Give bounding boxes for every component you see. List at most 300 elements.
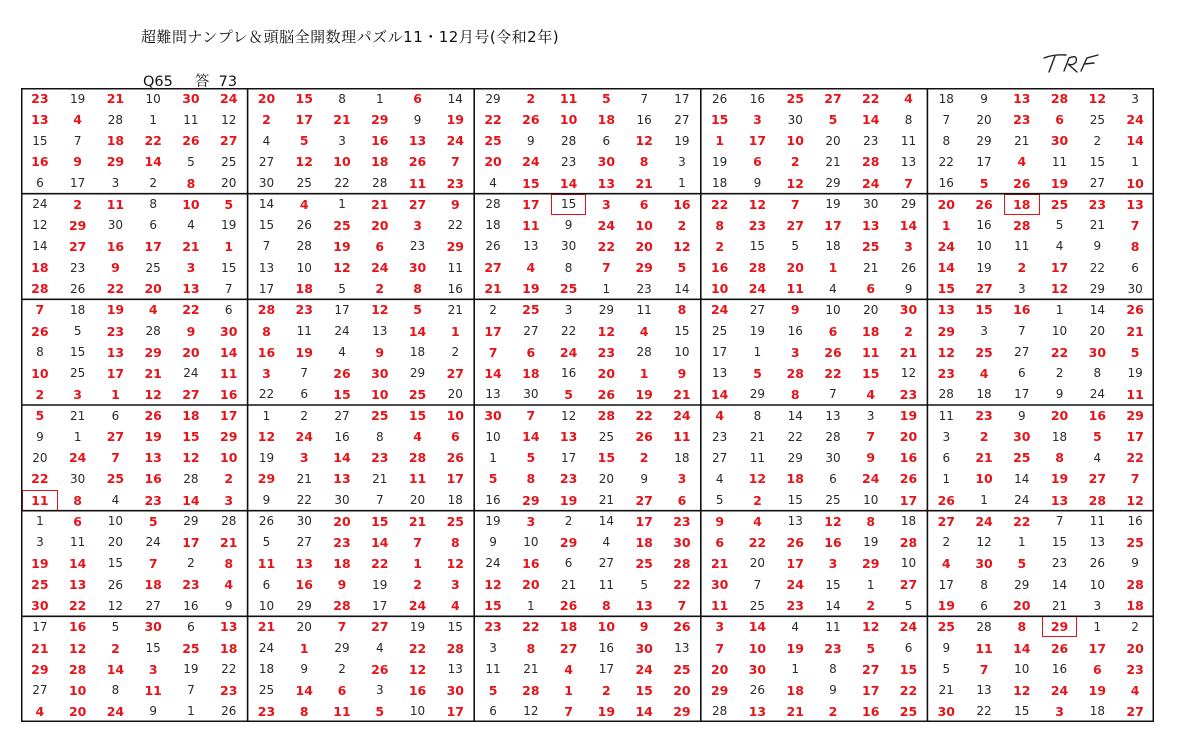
grid-cell: 27 <box>484 260 502 276</box>
grid-cell: 19 <box>937 598 955 614</box>
grid-cell: 8 <box>790 386 800 402</box>
grid-cell: 24 <box>258 641 275 656</box>
grid-cell: 30 <box>334 493 350 508</box>
grid-cell: 12 <box>107 598 124 613</box>
grid-cell: 16 <box>673 196 691 212</box>
grid-cell: 25 <box>1126 534 1144 550</box>
grid-cell: 21 <box>70 408 86 423</box>
grid-cell: 23 <box>106 323 125 339</box>
grid-cell: 17 <box>899 492 918 508</box>
grid-cell: 7 <box>829 387 837 402</box>
grid-cell: 7 <box>790 196 800 212</box>
grid-cell: 25 <box>712 324 728 339</box>
grid-cell: 5 <box>677 260 687 276</box>
grid-cell: 24 <box>1050 682 1069 698</box>
grid-cell: 27 <box>598 556 615 571</box>
grid-cell: 13 <box>372 324 388 339</box>
grid-cell: 6 <box>187 619 195 634</box>
grid-cell: 24 <box>408 598 427 614</box>
grid-cell: 14 <box>295 682 313 698</box>
grid-cell: 7 <box>526 408 536 424</box>
grid-cell: 13 <box>1050 492 1069 508</box>
grid-cell: 15 <box>635 682 653 698</box>
grid-cell: 25 <box>106 471 125 487</box>
grid-cell: 7 <box>262 239 271 254</box>
grid-cell: 15 <box>333 386 351 402</box>
grid-cell: 30 <box>597 154 616 170</box>
grid-cell: 28 <box>408 450 427 466</box>
grid-cell: 5 <box>1017 555 1027 571</box>
grid-cell: 26 <box>371 661 389 677</box>
grid-cell: 30 <box>144 619 162 635</box>
grid-cell: 6 <box>450 429 460 445</box>
grid-cell: 21 <box>673 386 691 402</box>
grid-cell: 14 <box>522 429 540 445</box>
grid-cell: 18 <box>1089 704 1105 719</box>
grid-cell: 12 <box>900 366 917 381</box>
grid-cell: 20 <box>1089 324 1105 339</box>
grid-cell: 4 <box>791 619 800 634</box>
grid-cell: 18 <box>976 387 992 402</box>
grid-cell: 27 <box>1089 176 1105 191</box>
grid-cell: 14 <box>899 217 918 233</box>
grid-cell: 7 <box>35 302 45 318</box>
grid-cell: 28 <box>107 112 124 127</box>
grid-cell: 11 <box>447 260 463 275</box>
grid-cell: 9 <box>1093 239 1102 254</box>
grid-cell: 14 <box>182 492 200 508</box>
grid-cell: 12 <box>333 260 351 276</box>
grid-cell: 2 <box>111 640 120 656</box>
grid-cell: 14 <box>1051 577 1068 592</box>
grid-cell: 10 <box>825 302 841 317</box>
grid-cell: 6 <box>73 513 82 529</box>
grid-cell: 19 <box>372 577 388 592</box>
grid-cell: 18 <box>862 323 880 339</box>
grid-cell: 9 <box>186 323 196 339</box>
grid-cell: 2 <box>375 281 385 297</box>
grid-cell: 25 <box>70 366 86 381</box>
grid-cell: 28 <box>1050 91 1069 107</box>
grid-cell: 11 <box>636 302 652 317</box>
grid-cell: 9 <box>564 218 573 233</box>
grid-cell: 28 <box>522 682 540 698</box>
grid-cell: 17 <box>258 281 275 296</box>
grid-cell: 23 <box>182 577 200 593</box>
grid-cell: 13 <box>220 619 238 635</box>
grid-cell: 11 <box>522 217 540 233</box>
grid-cell: 8 <box>338 91 346 106</box>
grid-cell: 23 <box>371 450 389 466</box>
grid-cell: 3 <box>866 408 875 423</box>
grid-cell: 18 <box>220 640 238 656</box>
grid-cell: 14 <box>68 555 87 571</box>
grid-cell: 12 <box>144 386 162 402</box>
grid-cell: 18 <box>938 91 954 106</box>
grid-cell: 23 <box>1088 196 1107 212</box>
grid-cell: 26 <box>296 218 312 233</box>
grid-cell: 23 <box>31 91 49 107</box>
grid-cell: 19 <box>333 238 351 254</box>
grid-cell: 16 <box>522 555 540 571</box>
grid-cell: 16 <box>710 260 729 276</box>
grid-cell: 4 <box>262 133 271 148</box>
grid-cell: 3 <box>1093 598 1102 613</box>
grid-cell: 19 <box>597 703 616 719</box>
grid-cell: 15 <box>295 91 313 107</box>
grid-cell: 30 <box>31 598 49 614</box>
grid-cell: 27 <box>975 281 993 297</box>
grid-cell: 4 <box>450 598 460 614</box>
grid-cell: 9 <box>262 493 271 508</box>
grid-cell: 20 <box>786 260 804 276</box>
grid-cell: 18 <box>559 619 578 635</box>
grid-cell: 26 <box>522 112 540 128</box>
grid-cell: 2 <box>866 598 876 614</box>
grid-cell: 25 <box>182 640 200 656</box>
grid-cell: 19 <box>1127 366 1143 381</box>
grid-cell: 13 <box>182 281 200 297</box>
grid-cell: 25 <box>862 238 880 254</box>
grid-cell: 5 <box>224 196 234 212</box>
grid-cell: 3 <box>1017 281 1026 296</box>
grid-cell: 23 <box>1013 112 1031 128</box>
grid-cell: 29 <box>371 112 389 128</box>
grid-cell: 8 <box>413 281 422 297</box>
grid-cell: 8 <box>942 133 951 148</box>
grid-cell: 24 <box>899 619 918 635</box>
grid-cell: 16 <box>295 577 313 593</box>
grid-cell: 19 <box>635 386 653 402</box>
grid-cell: 14 <box>559 175 578 191</box>
grid-cell: 22 <box>635 408 653 424</box>
grid-cell: 2 <box>677 217 687 233</box>
grid-cell: 10 <box>446 408 464 424</box>
grid-cell: 14 <box>1013 640 1031 656</box>
grid-cell: 9 <box>489 535 497 550</box>
grid-cell: 16 <box>938 176 954 191</box>
grid-cell: 19 <box>295 344 313 360</box>
grid-cell: 6 <box>1055 112 1064 128</box>
grid-cell: 5 <box>375 703 385 719</box>
grid-cell: 6 <box>829 471 837 486</box>
grid-cell: 11 <box>825 619 841 634</box>
grid-cell: 20 <box>409 493 426 508</box>
grid-cell: 14 <box>408 323 427 339</box>
grid-cell: 2 <box>526 91 536 107</box>
grid-cell: 4 <box>338 345 346 360</box>
grid-cell: 25 <box>749 598 766 613</box>
grid-cell: 24 <box>975 513 993 529</box>
grid-cell: 5 <box>564 386 573 402</box>
grid-cell: 28 <box>221 514 237 529</box>
grid-cell: 28 <box>597 408 616 424</box>
grid-cell: 26 <box>673 619 691 635</box>
grid-cell: 24 <box>183 366 199 381</box>
grid-cells <box>21 88 1154 722</box>
grid-cell: 19 <box>1050 175 1069 191</box>
grid-cell: 29 <box>144 344 162 360</box>
grid-cell: 7 <box>111 450 120 466</box>
grid-cell: 12 <box>257 429 276 445</box>
grid-cell: 29 <box>1041 616 1079 637</box>
grid-cell: 15 <box>674 324 690 339</box>
grid-cell: 3 <box>36 535 44 550</box>
grid-cell: 17 <box>295 112 313 128</box>
grid-cell: 23 <box>1051 556 1068 571</box>
grid-cell: 1 <box>299 640 309 656</box>
grid-cell: 20 <box>673 682 691 698</box>
grid-cell: 13 <box>712 366 728 381</box>
grid-cell: 24 <box>786 577 804 593</box>
grid-cell: 29 <box>31 661 49 677</box>
grid-cell: 6 <box>639 196 649 212</box>
grid-cell: 9 <box>866 450 876 466</box>
grid-cell: 13 <box>559 429 578 445</box>
grid-cell: 15 <box>145 641 161 656</box>
grid-cell: 18 <box>106 133 125 149</box>
grid-cell: 28 <box>183 471 199 486</box>
grid-cell: 29 <box>68 217 87 233</box>
grid-cell: 12 <box>597 323 616 339</box>
grid-cell: 18 <box>1003 194 1041 215</box>
grid-cell: 20 <box>1126 640 1144 656</box>
grid-cell: 23 <box>70 260 86 275</box>
grid-cell: 10 <box>597 619 616 635</box>
grid-cell: 21 <box>144 365 162 381</box>
grid-cell: 24 <box>371 260 389 276</box>
grid-cell: 9 <box>73 154 82 170</box>
grid-cell: 30 <box>371 365 389 381</box>
grid-cell: 5 <box>488 682 498 698</box>
grid-cell: 9 <box>450 196 460 212</box>
grid-cell: 22 <box>408 640 427 656</box>
grid-cell: 16 <box>976 218 992 233</box>
grid-cell: 3 <box>1131 91 1139 106</box>
grid-cell: 21 <box>523 662 539 677</box>
grid-cell: 11 <box>1051 154 1068 169</box>
grid-cell: 17 <box>522 196 540 212</box>
grid-cell: 25 <box>673 661 691 677</box>
grid-cell: 15 <box>1051 535 1068 550</box>
grid-cell: 19 <box>1088 682 1107 698</box>
grid-cell: 2 <box>790 154 800 170</box>
grid-cell: 18 <box>786 682 804 698</box>
grid-cell: 13 <box>1013 91 1031 107</box>
grid-cell: 18 <box>371 154 389 170</box>
grid-cell: 30 <box>635 640 653 656</box>
grid-cell: 4 <box>639 323 649 339</box>
grid-cell: 3 <box>413 217 422 233</box>
grid-cell: 17 <box>1126 429 1144 445</box>
grid-cell: 13 <box>333 471 351 487</box>
grid-cell: 6 <box>149 218 157 233</box>
grid-cell: 4 <box>299 196 309 212</box>
grid-cell: 23 <box>560 154 577 169</box>
grid-cell: 7 <box>337 619 347 635</box>
grid-cell: 16 <box>183 598 199 613</box>
grid-cell: 10 <box>863 493 879 508</box>
grid-cell: 3 <box>526 513 536 529</box>
grid-cell: 26 <box>221 704 237 719</box>
grid-cell: 25 <box>371 408 389 424</box>
grid-cell: 18 <box>900 514 917 529</box>
grid-cell: 17 <box>334 302 350 317</box>
grid-cell: 25 <box>1089 112 1105 127</box>
grid-cell: 29 <box>900 197 917 212</box>
grid-cell: 24 <box>485 556 501 571</box>
grid-cell: 8 <box>602 598 611 614</box>
grid-cell: 3 <box>148 661 158 677</box>
handwritten-signature <box>1040 48 1110 78</box>
grid-cell: 12 <box>1088 91 1107 107</box>
grid-cell: 16 <box>636 112 652 127</box>
grid-cell: 16 <box>485 493 501 508</box>
grid-cell: 10 <box>409 704 426 719</box>
grid-cell: 21 <box>635 175 653 191</box>
grid-cell: 16 <box>862 703 880 719</box>
grid-cell: 29 <box>787 450 803 465</box>
grid-cell: 30 <box>107 218 124 233</box>
grid-cell: 10 <box>1089 577 1105 592</box>
grid-cell: 1 <box>73 429 82 444</box>
grid-cell: 15 <box>447 619 463 634</box>
grid-cell: 23 <box>1126 661 1144 677</box>
grid-cell: 5 <box>1055 218 1064 233</box>
grid-cell: 12 <box>1050 281 1069 297</box>
grid-cell: 17 <box>484 323 502 339</box>
grid-cell: 22 <box>371 555 389 571</box>
grid-cell: 22 <box>1089 260 1105 275</box>
grid-cell: 13 <box>485 387 501 402</box>
grid-cell: 12 <box>371 302 389 318</box>
grid-cell: 8 <box>375 429 384 444</box>
grid-cell: 19 <box>863 535 879 550</box>
grid-cell: 6 <box>904 641 913 656</box>
grid-cell: 8 <box>715 217 725 233</box>
grid-cell: 28 <box>825 429 841 444</box>
grid-cell: 2 <box>979 429 989 445</box>
grid-cell: 13 <box>1126 196 1144 212</box>
grid-cell: 22 <box>106 281 125 297</box>
grid-cell: 16 <box>68 619 87 635</box>
grid-cell: 29 <box>598 302 615 317</box>
grid-cell: 26 <box>712 91 728 106</box>
grid-cell: 10 <box>333 154 351 170</box>
grid-cell: 22 <box>710 196 729 212</box>
grid-cell: 12 <box>976 535 992 550</box>
grid-cell: 9 <box>639 619 649 635</box>
grid-cell: 6 <box>111 408 120 423</box>
grid-cell: 10 <box>182 196 200 212</box>
grid-cell: 13 <box>106 344 125 360</box>
grid-cell: 8 <box>73 492 82 508</box>
grid-cell: 10 <box>635 217 653 233</box>
grid-cell: 18 <box>144 577 162 593</box>
grid-cell: 2 <box>338 662 346 677</box>
grid-cell: 24 <box>106 703 125 719</box>
grid-cell: 27 <box>749 302 766 317</box>
grid-cell: 20 <box>371 217 389 233</box>
grid-cell: 9 <box>753 176 762 191</box>
grid-cell: 5 <box>262 535 271 550</box>
grid-cell: 17 <box>372 598 388 613</box>
grid-cell: 24 <box>937 238 955 254</box>
grid-cell: 3 <box>262 365 271 381</box>
grid-cell: 27 <box>1088 471 1107 487</box>
grid-cell: 25 <box>31 577 49 593</box>
grid-cell: 3 <box>677 471 687 487</box>
grid-cell: 13 <box>597 175 616 191</box>
grid-cell: 8 <box>36 345 44 360</box>
grid-cell: 26 <box>31 323 49 339</box>
grid-cell: 30 <box>710 577 729 593</box>
grid-cell: 1 <box>980 493 988 508</box>
grid-cell: 26 <box>786 534 804 550</box>
grid-cell: 23 <box>144 492 162 508</box>
grid-cell: 20 <box>447 387 463 402</box>
grid-cell: 12 <box>862 619 880 635</box>
grid-cell: 27 <box>559 640 578 656</box>
grid-cell: 29 <box>673 703 691 719</box>
grid-cell: 22 <box>1050 344 1069 360</box>
grid-cell: 12 <box>824 513 842 529</box>
grid-cell: 12 <box>937 344 955 360</box>
grid-cell: 27 <box>1126 703 1144 719</box>
grid-cell: 24 <box>862 175 880 191</box>
grid-cell: 4 <box>904 91 913 107</box>
grid-cell: 4 <box>73 112 82 128</box>
grid-cell: 10 <box>258 598 275 613</box>
grid-cell: 6 <box>866 281 876 297</box>
grid-cell: 15 <box>899 661 918 677</box>
grid-cell: 3 <box>753 112 762 128</box>
grid-cell: 5 <box>187 154 195 169</box>
grid-cell: 29 <box>862 555 880 571</box>
grid-cell: 16 <box>1013 302 1031 318</box>
grid-cell: 8 <box>1130 238 1140 254</box>
number-grid <box>21 88 1154 722</box>
grid-cell: 27 <box>786 217 804 233</box>
grid-cell: 2 <box>489 302 497 317</box>
grid-cell: 9 <box>36 429 44 444</box>
grid-cell: 16 <box>220 386 238 402</box>
grid-cell: 3 <box>564 302 573 317</box>
answer-value: 73 <box>218 74 238 90</box>
grid-cell: 21 <box>1051 598 1068 613</box>
grid-cell: 29 <box>635 260 653 276</box>
grid-cell: 24 <box>559 344 578 360</box>
grid-cell: 14 <box>937 260 955 276</box>
grid-cell: 6 <box>36 176 44 191</box>
grid-cell: 10 <box>975 471 993 487</box>
grid-cell: 19 <box>899 408 918 424</box>
grid-cell: 13 <box>787 514 803 529</box>
grid-cell: 4 <box>715 408 725 424</box>
grid-cell: 18 <box>712 176 728 191</box>
grid-cell: 30 <box>1050 133 1069 149</box>
grid-cell: 6 <box>828 323 838 339</box>
grid-cell: 21 <box>710 555 729 571</box>
grid-cell: 26 <box>258 514 275 529</box>
grid-cell: 25 <box>333 217 351 233</box>
grid-cell: 23 <box>409 239 426 254</box>
grid-cell: 30 <box>863 197 879 212</box>
grid-cell: 8 <box>980 577 988 592</box>
grid-cell: 21 <box>31 640 49 656</box>
grid-cell: 22 <box>484 112 502 128</box>
grid-cell: 2 <box>73 196 82 212</box>
